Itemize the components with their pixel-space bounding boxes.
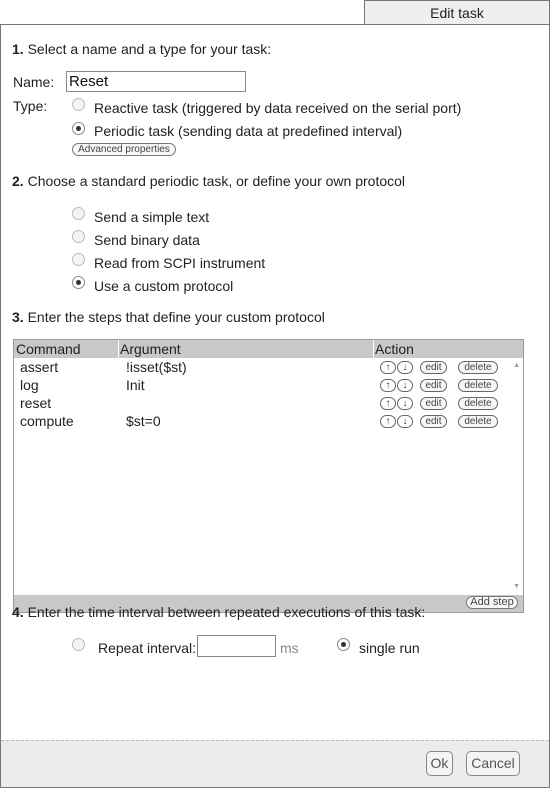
edit-button[interactable]: edit	[420, 397, 447, 410]
send-simple-text-radio[interactable]	[72, 207, 85, 220]
steps-table-header	[14, 340, 523, 358]
table-row[interactable]	[14, 412, 514, 430]
section3-heading-text: Enter the steps that define your custom protocol	[27, 309, 325, 325]
column-argument: Argument	[120, 341, 181, 357]
column-action: Action	[375, 341, 414, 357]
delete-button[interactable]: delete	[458, 361, 498, 374]
name-label: Name:	[13, 74, 55, 90]
section3-heading	[12, 309, 325, 325]
steps-table	[13, 339, 524, 613]
move-up-icon[interactable]: ↑	[380, 415, 396, 428]
delete-button[interactable]: delete	[458, 415, 498, 428]
column-divider	[118, 340, 119, 358]
edit-button[interactable]: edit	[420, 361, 447, 374]
send-binary-data-label[interactable]: Send binary data	[94, 232, 200, 248]
section4-number: 4.	[12, 604, 24, 620]
command-cell: log	[20, 377, 39, 393]
tab-edit-task[interactable]: Edit task	[364, 0, 550, 25]
repeat-interval-label[interactable]: Repeat interval:	[98, 640, 197, 656]
interval-unit-label: ms	[280, 640, 299, 656]
scroll-down-icon[interactable]: ▼	[513, 583, 520, 590]
command-cell: assert	[20, 359, 59, 375]
send-binary-data-radio[interactable]	[72, 230, 85, 243]
move-up-icon[interactable]: ↑	[380, 361, 396, 374]
custom-protocol-label[interactable]: Use a custom protocol	[94, 278, 234, 294]
ok-button[interactable]: Ok	[426, 751, 453, 776]
column-command: Command	[16, 341, 81, 357]
type-reactive-radio[interactable]	[72, 98, 85, 111]
single-run-radio[interactable]	[337, 638, 350, 651]
command-cell: reset	[20, 395, 52, 411]
section2-heading	[12, 173, 405, 189]
edit-button[interactable]: edit	[420, 415, 447, 428]
table-row[interactable]	[14, 376, 514, 394]
move-down-icon[interactable]: ↓	[397, 397, 413, 410]
move-down-icon[interactable]: ↓	[397, 415, 413, 428]
table-row[interactable]	[14, 358, 514, 376]
section2-heading-text: Choose a standard periodic task, or define your own protocol	[27, 173, 406, 189]
delete-button[interactable]: delete	[458, 397, 498, 410]
column-divider	[373, 340, 374, 358]
move-up-icon[interactable]: ↑	[380, 397, 396, 410]
section1-heading-text: Select a name and a type for your task:	[27, 41, 272, 57]
type-periodic-radio[interactable]	[72, 122, 85, 135]
command-cell: compute	[20, 413, 74, 429]
argument-cell: !isset($st)	[126, 359, 187, 375]
read-scpi-radio[interactable]	[72, 253, 85, 266]
move-down-icon[interactable]: ↓	[397, 361, 413, 374]
section4-heading-text: Enter the time interval between repeated executions of this task:	[27, 604, 426, 620]
section2-number: 2.	[12, 173, 24, 189]
name-field[interactable]: Reset	[66, 71, 246, 92]
send-simple-text-label[interactable]: Send a simple text	[94, 209, 210, 225]
edit-task-dialog	[0, 24, 550, 788]
add-step-button[interactable]: Add step	[466, 596, 518, 609]
section1-number: 1.	[12, 41, 24, 57]
custom-protocol-radio[interactable]	[72, 276, 85, 289]
section1-heading	[12, 41, 271, 57]
advanced-properties-button[interactable]: Advanced properties	[72, 143, 176, 156]
section3-number: 3.	[12, 309, 24, 325]
move-down-icon[interactable]: ↓	[397, 379, 413, 392]
dialog-footer	[1, 740, 549, 787]
edit-button[interactable]: edit	[420, 379, 447, 392]
scroll-up-icon[interactable]: ▲	[513, 362, 520, 369]
table-row[interactable]	[14, 394, 514, 412]
type-reactive-label[interactable]: Reactive task (triggered by data received on the serial port)	[94, 100, 462, 116]
type-periodic-label[interactable]: Periodic task (sending data at predefined interval)	[94, 123, 403, 139]
read-scpi-label[interactable]: Read from SCPI instrument	[94, 255, 266, 271]
section4-heading	[12, 604, 425, 620]
repeat-interval-radio[interactable]	[72, 638, 85, 651]
single-run-label[interactable]: single run	[359, 640, 420, 656]
type-label: Type:	[13, 98, 48, 114]
argument-cell: Init	[126, 377, 145, 393]
cancel-button[interactable]: Cancel	[466, 751, 520, 776]
delete-button[interactable]: delete	[458, 379, 498, 392]
argument-cell: $st=0	[126, 413, 161, 429]
repeat-interval-input[interactable]	[197, 635, 276, 657]
move-up-icon[interactable]: ↑	[380, 379, 396, 392]
